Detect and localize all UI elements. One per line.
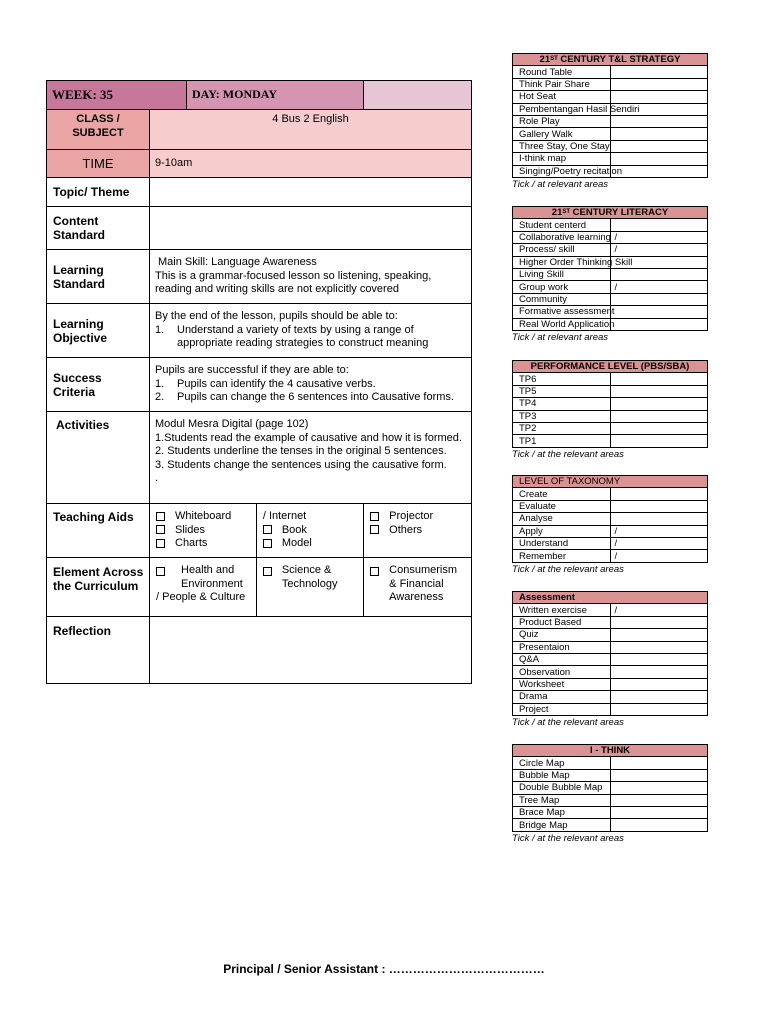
table-row: TP3 [513, 410, 708, 422]
ithink-note: Tick / at the relevant areas [512, 832, 624, 844]
table-row: Pembentangan Hasil Sendiri [513, 103, 708, 115]
table-row: Living Skill [513, 268, 708, 280]
aid-book: Book [281, 523, 307, 536]
table-row: TP4 [513, 398, 708, 410]
content-standard-value [150, 207, 472, 250]
tick-cell[interactable] [610, 500, 708, 512]
tick-cell[interactable] [610, 757, 708, 769]
content-standard-label: Content Standard [47, 207, 150, 250]
tick-cell[interactable] [610, 629, 708, 641]
class-subject-label: CLASS / SUBJECT [47, 110, 150, 150]
aid-others: Others [389, 523, 423, 536]
teaching-aids-col3 [364, 504, 471, 557]
table-row: TP2 [513, 422, 708, 434]
lesson-plan-table [46, 80, 472, 684]
table-row: Group work / [513, 281, 708, 293]
checkbox[interactable] [156, 539, 165, 548]
aid-internet: / Internet [262, 510, 307, 522]
teaching-aids-col2 [256, 504, 363, 557]
table-row: Product Based [513, 616, 708, 628]
tick-cell[interactable] [610, 268, 708, 280]
table-row: Collaborative learning / [513, 231, 708, 243]
tick-cell[interactable] [610, 806, 708, 818]
tick-cell[interactable] [610, 373, 708, 385]
time-label: TIME [47, 150, 150, 178]
tick-cell[interactable] [610, 769, 708, 781]
taxonomy-title: LEVEL OF TAXONOMY [513, 476, 708, 488]
tick-cell[interactable]: / [610, 604, 708, 616]
tick-cell[interactable] [610, 513, 708, 525]
tick-cell[interactable] [610, 703, 708, 715]
tick-cell[interactable] [610, 616, 708, 628]
table-row: Remember / [513, 550, 708, 562]
tick-cell[interactable] [610, 678, 708, 690]
success-criteria-value [150, 358, 472, 412]
checkbox[interactable] [156, 525, 165, 534]
table-row: Presentaion [513, 641, 708, 653]
checkbox[interactable] [263, 525, 272, 534]
aid-whiteboard: Whiteboard [175, 510, 232, 522]
table-row: I-think map [513, 153, 708, 165]
table-row: Singing/Poetry recitation [513, 165, 708, 177]
signature-line: Principal / Senior Assistant : ………………………………… [223, 962, 545, 976]
week-label: WEEK: 35 [47, 81, 187, 110]
table-row: Worksheet [513, 678, 708, 690]
tick-cell[interactable] [610, 293, 708, 305]
checkbox[interactable] [156, 512, 165, 521]
tick-cell[interactable]: / [610, 231, 708, 243]
element-col2 [256, 558, 363, 616]
table-row: Brace Map [513, 806, 708, 818]
assessment-note: Tick / at the relevant areas [512, 716, 624, 728]
table-row: Analyse [513, 513, 708, 525]
table-row: Quiz [513, 629, 708, 641]
tick-cell[interactable]: / [610, 550, 708, 562]
tick-cell[interactable] [610, 153, 708, 165]
tick-cell[interactable] [610, 165, 708, 177]
tick-cell[interactable] [610, 410, 708, 422]
table-row: Community [513, 293, 708, 305]
aid-projector: Projector [389, 510, 434, 522]
tick-cell[interactable] [610, 691, 708, 703]
table-row: Tree Map [513, 794, 708, 806]
learning-standard-label: Learning Standard [47, 250, 150, 304]
tick-cell[interactable]: / [610, 281, 708, 293]
table-row: Higher Order Thinking Skill [513, 256, 708, 268]
table-row: Bubble Map [513, 769, 708, 781]
topic-value [150, 178, 472, 207]
table-row: TP5 [513, 385, 708, 397]
table-row: Round Table [513, 66, 708, 78]
activities-value [150, 412, 472, 504]
table-row: Create [513, 488, 708, 500]
checkbox[interactable] [370, 525, 379, 534]
performance-note: Tick / at the relevant areas [512, 448, 624, 460]
element-people: / People & Culture [156, 591, 246, 603]
reflection-label: Reflection [47, 617, 150, 684]
checkbox[interactable] [370, 512, 379, 521]
tick-cell[interactable] [610, 306, 708, 318]
activities-label: Activities [47, 412, 150, 504]
element-consumerism: Consumerism & Financial Awareness [389, 564, 458, 603]
topic-label: Topic/ Theme [47, 178, 150, 207]
table-row: Student centerd [513, 219, 708, 231]
table-row: Real World Application [513, 318, 708, 330]
table-row: Observation [513, 666, 708, 678]
tick-cell[interactable] [610, 641, 708, 653]
learning-objective-intro: By the end of the lesson, pupils should be able to: [155, 310, 398, 323]
table-row: Understand / [513, 537, 708, 549]
tick-cell[interactable] [610, 666, 708, 678]
element-across-value [150, 558, 472, 617]
success-criteria-item: 1. Pupils can identify the 4 causative verbs. [155, 377, 376, 390]
learning-objective-item: 1. Understand a variety of texts by using a range of appropriate reading strategies to construct meaning [155, 323, 429, 350]
activities-line: 2. Students underline the tenses in the original 5 sentences. [155, 445, 447, 457]
tick-cell[interactable] [610, 219, 708, 231]
table-row: Three Stay, One Stay [513, 140, 708, 152]
tick-cell[interactable] [610, 91, 708, 103]
learning-objective-label: Learning Objective [47, 304, 150, 358]
learning-standard-skill: Main Skill: Language Awareness [158, 256, 317, 269]
tick-cell[interactable] [610, 398, 708, 410]
tick-cell[interactable] [610, 78, 708, 90]
learning-standard-value [150, 250, 472, 304]
aid-charts: Charts [175, 537, 208, 549]
table-row: Gallery Walk [513, 128, 708, 140]
teaching-aids-label: Teaching Aids [47, 504, 150, 558]
ithink-panel [512, 744, 708, 844]
teaching-aids-col1 [150, 504, 256, 557]
tick-cell[interactable]: / [610, 537, 708, 549]
table-row: Evaluate [513, 500, 708, 512]
tick-cell[interactable] [610, 794, 708, 806]
element-health: Health and Environment [181, 564, 243, 590]
activities-line: Modul Mesra Digital (page 102) [155, 418, 309, 430]
table-row: TP1 [513, 435, 708, 447]
table-row: Think Pair Share [513, 78, 708, 90]
success-criteria-item: 2. Pupils can change the 6 sentences into Causative forms. [155, 391, 454, 404]
activities-line: 1.Students read the example of causative and how it is formed. [155, 431, 462, 444]
learning-objective-value [150, 304, 472, 358]
day-label: DAY: MONDAY [187, 81, 364, 110]
class-subject-value: 4 Bus 2 English [150, 110, 472, 150]
table-row: Apply / [513, 525, 708, 537]
tick-cell[interactable] [610, 66, 708, 78]
table-row: Q&A [513, 653, 708, 665]
reflection-value [150, 617, 472, 684]
table-row: Double Bubble Map [513, 782, 708, 794]
element-science: Science & Technology [281, 564, 338, 590]
time-value: 9-10am [150, 150, 472, 178]
checkbox[interactable] [156, 567, 165, 576]
activities-line: 3. Students change the sentences using the causative form. [155, 458, 447, 471]
learning-standard-note: This is a grammar-focused lesson so listening, speaking, reading and writing skills are not explicitly covered [155, 269, 432, 296]
tick-cell[interactable] [610, 140, 708, 152]
tick-cell[interactable] [610, 488, 708, 500]
tick-cell[interactable] [610, 435, 708, 447]
tick-cell[interactable] [610, 653, 708, 665]
checkbox[interactable] [370, 567, 379, 576]
literacy-panel [512, 206, 708, 343]
literacy-note: Tick / at relevant areas [512, 331, 609, 343]
strategy-note: Tick / at relevant areas [512, 178, 609, 190]
header-blank [364, 81, 472, 110]
success-criteria-label: Success Criteria [47, 358, 150, 412]
tick-cell[interactable]: / [610, 525, 708, 537]
assessment-title: Assessment [513, 592, 708, 604]
table-row: Drama [513, 691, 708, 703]
table-row: Circle Map [513, 757, 708, 769]
tick-cell[interactable] [610, 422, 708, 434]
success-criteria-intro: Pupils are successful if they are able to: [155, 364, 349, 377]
aid-model: Model [281, 537, 312, 549]
performance-title: PERFORMANCE LEVEL (PBS/SBA) [513, 361, 708, 373]
strategy-panel [512, 53, 708, 190]
activities-line: . [155, 472, 159, 484]
element-col3 [364, 558, 471, 616]
ithink-title: I - THINK [513, 745, 708, 757]
element-col1 [150, 558, 256, 616]
table-row: TP6 [513, 373, 708, 385]
checkbox[interactable] [263, 567, 272, 576]
table-row: Hot Seat [513, 91, 708, 103]
tick-cell[interactable] [610, 115, 708, 127]
table-row: Process/ skill / [513, 244, 708, 256]
teaching-aids-value [150, 504, 472, 558]
tick-cell[interactable] [610, 385, 708, 397]
taxonomy-panel [512, 475, 708, 575]
table-row: Formative assessment [513, 306, 708, 318]
tick-cell[interactable] [610, 128, 708, 140]
table-row: Bridge Map [513, 819, 708, 831]
checkbox[interactable] [263, 539, 272, 548]
tick-cell[interactable] [610, 819, 708, 831]
element-across-label: Element Across the Curriculum [47, 558, 150, 617]
literacy-title: 21ST CENTURY LITERACY [513, 207, 708, 219]
aid-slides: Slides [175, 523, 205, 536]
assessment-panel [512, 591, 708, 728]
tick-cell[interactable] [610, 318, 708, 330]
performance-panel [512, 360, 708, 460]
table-row: Project [513, 703, 708, 715]
taxonomy-note: Tick / at the relevant areas [512, 563, 624, 575]
tick-cell[interactable]: / [610, 244, 708, 256]
strategy-title: 21ST CENTURY T&L STRATEGY [513, 54, 708, 66]
table-row: Written exercise / [513, 604, 708, 616]
table-row: Role Play [513, 115, 708, 127]
tick-cell[interactable] [610, 782, 708, 794]
